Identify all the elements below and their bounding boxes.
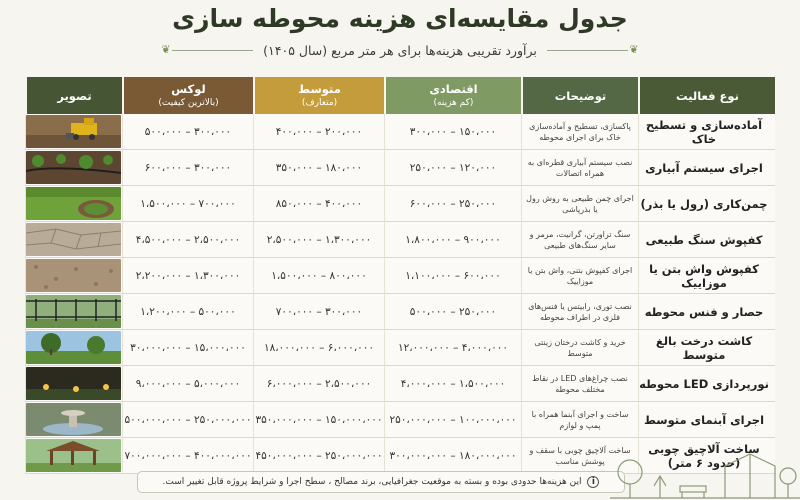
wooden-gazebo-image [26, 439, 121, 472]
economic-cost-cell: ۱۰۰،۰۰۰،۰۰۰ – ۲۵۰،۰۰۰،۰۰۰ [384, 402, 521, 438]
luxury-cost-cell: ۵۰۰،۰۰۰ – ۱،۲۰۰،۰۰۰ [122, 294, 253, 330]
footer-note-text: این هزینه‌ها حدودی بوده و بسته به موقعیت جغرافیایی، برند مصالح ، سطح اجرا و شرایط پروژه قابل تغییر است. [162, 477, 582, 487]
luxury-cost-cell: ۳۰۰،۰۰۰ – ۵۰۰،۰۰۰ [122, 114, 253, 150]
metal-fence-image [26, 295, 121, 328]
medium-cost-cell: ۱۸۰،۰۰۰ – ۳۵۰،۰۰۰ [253, 150, 384, 186]
luxury-cost-cell: ۴۰۰،۰۰۰،۰۰۰ – ۷۰۰،۰۰۰،۰۰۰ [122, 438, 253, 474]
medium-cost-cell: ۱،۳۰۰،۰۰۰ – ۲،۵۰۰،۰۰۰ [253, 222, 384, 258]
table-row [25, 150, 775, 186]
header-description [521, 77, 638, 114]
image-cell [25, 366, 122, 402]
luxury-cost-cell: ۳۰۰،۰۰۰ – ۶۰۰،۰۰۰ [122, 150, 253, 186]
medium-cost-cell: ۲۰۰،۰۰۰ – ۴۰۰،۰۰۰ [253, 114, 384, 150]
page-subtitle: برآورد تقریبی هزینه‌ها برای هر متر مربع (سال ۱۴۰۵) [263, 42, 537, 58]
washed-concrete-image [26, 259, 121, 292]
description-cell: اجرای کفپوش بتنی، واش بتن یا موزاییک [521, 258, 638, 294]
economic-cost-cell: ۶۰۰،۰۰۰ – ۱،۱۰۰،۰۰۰ [384, 258, 521, 294]
activity-cell: نورپردازی LED محوطه [638, 366, 775, 402]
header-luxury-sublabel: (بالاترین کیفیت) [158, 97, 219, 108]
activity-cell: کفپوش واش بتن یا موزاییک [638, 258, 775, 294]
luxury-cost-cell: ۲،۵۰۰،۰۰۰ – ۴،۵۰۰،۰۰۰ [122, 222, 253, 258]
image-cell [25, 114, 122, 150]
description-cell: نصب سیستم آبیاری قطره‌ای به همراه اتصالات [521, 150, 638, 186]
medium-cost-cell: ۲،۵۰۰،۰۰۰ – ۶،۰۰۰،۰۰۰ [253, 366, 384, 402]
cost-table [25, 77, 775, 474]
table-header-row [25, 77, 775, 114]
table-row [25, 366, 775, 402]
header-luxury-label: لوکس [171, 81, 206, 96]
table-row [25, 294, 775, 330]
table-row [25, 114, 775, 150]
description-cell: سنگ تراورتن، گرانیت، مرمر و سایر سنگ‌های طبیعی [521, 222, 638, 258]
activity-cell: کاشت درخت بالغ متوسط [638, 330, 775, 366]
activity-cell: چمن‌کاری (رول یا بذر) [638, 186, 775, 222]
table-row [25, 402, 775, 438]
economic-cost-cell: ۲۵۰،۰۰۰ – ۵۰۰،۰۰۰ [384, 294, 521, 330]
divider [547, 50, 628, 51]
header-economic-sublabel: (کم هزینه) [433, 97, 474, 108]
luxury-cost-cell: ۲۵۰،۰۰۰،۰۰۰ – ۵۰۰،۰۰۰،۰۰۰ [122, 402, 253, 438]
header-image [25, 77, 122, 114]
footer-note [137, 471, 625, 493]
luxury-cost-cell: ۷۰۰،۰۰۰ – ۱،۵۰۰،۰۰۰ [122, 186, 253, 222]
activity-cell: کفپوش سنگ طبیعی [638, 222, 775, 258]
description-cell: نصب توری، رابیتس یا فنس‌های فلزی در اطراف محوطه [521, 294, 638, 330]
activity-cell: ساخت آلاچیق چوبی (حدود ۶ متر) [638, 438, 775, 474]
garden-decoration-illustration [610, 446, 800, 500]
table-row [25, 186, 775, 222]
image-cell [25, 150, 122, 186]
leaf-icon: ❦ [629, 43, 639, 56]
led-lights-image [26, 367, 121, 400]
drip-irrigation-image [26, 151, 121, 184]
image-cell [25, 222, 122, 258]
economic-cost-cell: ۱۲۰،۰۰۰ – ۲۵۰،۰۰۰ [384, 150, 521, 186]
image-cell [25, 294, 122, 330]
economic-cost-cell: ۹۰۰،۰۰۰ – ۱،۸۰۰،۰۰۰ [384, 222, 521, 258]
subtitle-row [160, 40, 640, 60]
description-cell: ساخت و اجرای آبنما همراه با پمپ و لوازم [521, 402, 638, 438]
header-economic-label: اقتصادی [429, 81, 478, 96]
header-activity [638, 77, 775, 114]
grass-roll-image [26, 187, 121, 220]
economic-cost-cell: ۱،۵۰۰،۰۰۰ – ۴،۰۰۰،۰۰۰ [384, 366, 521, 402]
header-luxury [122, 77, 253, 114]
header-medium-sublabel: (متعارف) [301, 97, 338, 108]
description-cell: اجرای چمن طبیعی به روش رول یا بذرپاشی [521, 186, 638, 222]
image-cell [25, 186, 122, 222]
header-economic [384, 77, 521, 114]
page-title: جدول مقایسه‌ای هزینه محوطه سازی [172, 4, 628, 33]
economic-cost-cell: ۱۵۰،۰۰۰ – ۳۰۰،۰۰۰ [384, 114, 521, 150]
table-row [25, 222, 775, 258]
table-row [25, 330, 775, 366]
luxury-cost-cell: ۵،۰۰۰،۰۰۰ – ۹،۰۰۰،۰۰۰ [122, 366, 253, 402]
luxury-cost-cell: ۱،۳۰۰،۰۰۰ – ۲،۲۰۰،۰۰۰ [122, 258, 253, 294]
description-cell: ساخت آلاچیق چوبی با سقف و پوشش مناسب [521, 438, 638, 474]
header-description-label: توضیحات [554, 88, 607, 103]
header-image-label: تصویر [57, 88, 92, 103]
description-cell: نصب چراغ‌های LED در نقاط مختلف محوطه [521, 366, 638, 402]
activity-cell: حصار و فنس محوطه [638, 294, 775, 330]
image-cell [25, 330, 122, 366]
luxury-cost-cell: ۱۵،۰۰۰،۰۰۰ – ۳۰،۰۰۰،۰۰۰ [122, 330, 253, 366]
image-cell [25, 258, 122, 294]
economic-cost-cell: ۱۸۰،۰۰۰،۰۰۰ – ۳۰۰،۰۰۰،۰۰۰ [384, 438, 521, 474]
fountain-image [26, 403, 121, 436]
divider [172, 50, 253, 51]
image-cell [25, 402, 122, 438]
medium-cost-cell: ۲۵۰،۰۰۰،۰۰۰ – ۴۵۰،۰۰۰،۰۰۰ [253, 438, 384, 474]
stone-paving-image [26, 223, 121, 256]
medium-cost-cell: ۴۰۰،۰۰۰ – ۸۵۰،۰۰۰ [253, 186, 384, 222]
header-medium-label: متوسط [298, 81, 341, 96]
economic-cost-cell: ۴،۰۰۰،۰۰۰ – ۱۲،۰۰۰،۰۰۰ [384, 330, 521, 366]
description-cell: خرید و کاشت درختان زینتی متوسط [521, 330, 638, 366]
table-body [25, 114, 775, 474]
economic-cost-cell: ۲۵۰،۰۰۰ – ۶۰۰،۰۰۰ [384, 186, 521, 222]
activity-cell: آماده‌سازی و تسطیح خاک [638, 114, 775, 150]
medium-cost-cell: ۳۰۰،۰۰۰ – ۷۰۰،۰۰۰ [253, 294, 384, 330]
bulldozer-soil-image [26, 115, 121, 148]
header-activity-label: نوع فعالیت [676, 88, 739, 103]
medium-cost-cell: ۱۵۰،۰۰۰،۰۰۰ – ۳۵۰،۰۰۰،۰۰۰ [253, 402, 384, 438]
activity-cell: اجرای آبنمای متوسط [638, 402, 775, 438]
medium-cost-cell: ۸۰۰،۰۰۰ – ۱،۵۰۰،۰۰۰ [253, 258, 384, 294]
garden-trees-image [26, 331, 121, 364]
header-medium [253, 77, 384, 114]
info-icon: i [587, 476, 599, 488]
table-row [25, 258, 775, 294]
activity-cell: اجرای سیستم آبیاری [638, 150, 775, 186]
medium-cost-cell: ۶،۰۰۰،۰۰۰ – ۱۸،۰۰۰،۰۰۰ [253, 330, 384, 366]
image-cell [25, 438, 122, 474]
description-cell: پاکسازی، تسطیح و آماده‌سازی خاک برای اجرای محوطه [521, 114, 638, 150]
leaf-icon: ❦ [161, 43, 171, 56]
